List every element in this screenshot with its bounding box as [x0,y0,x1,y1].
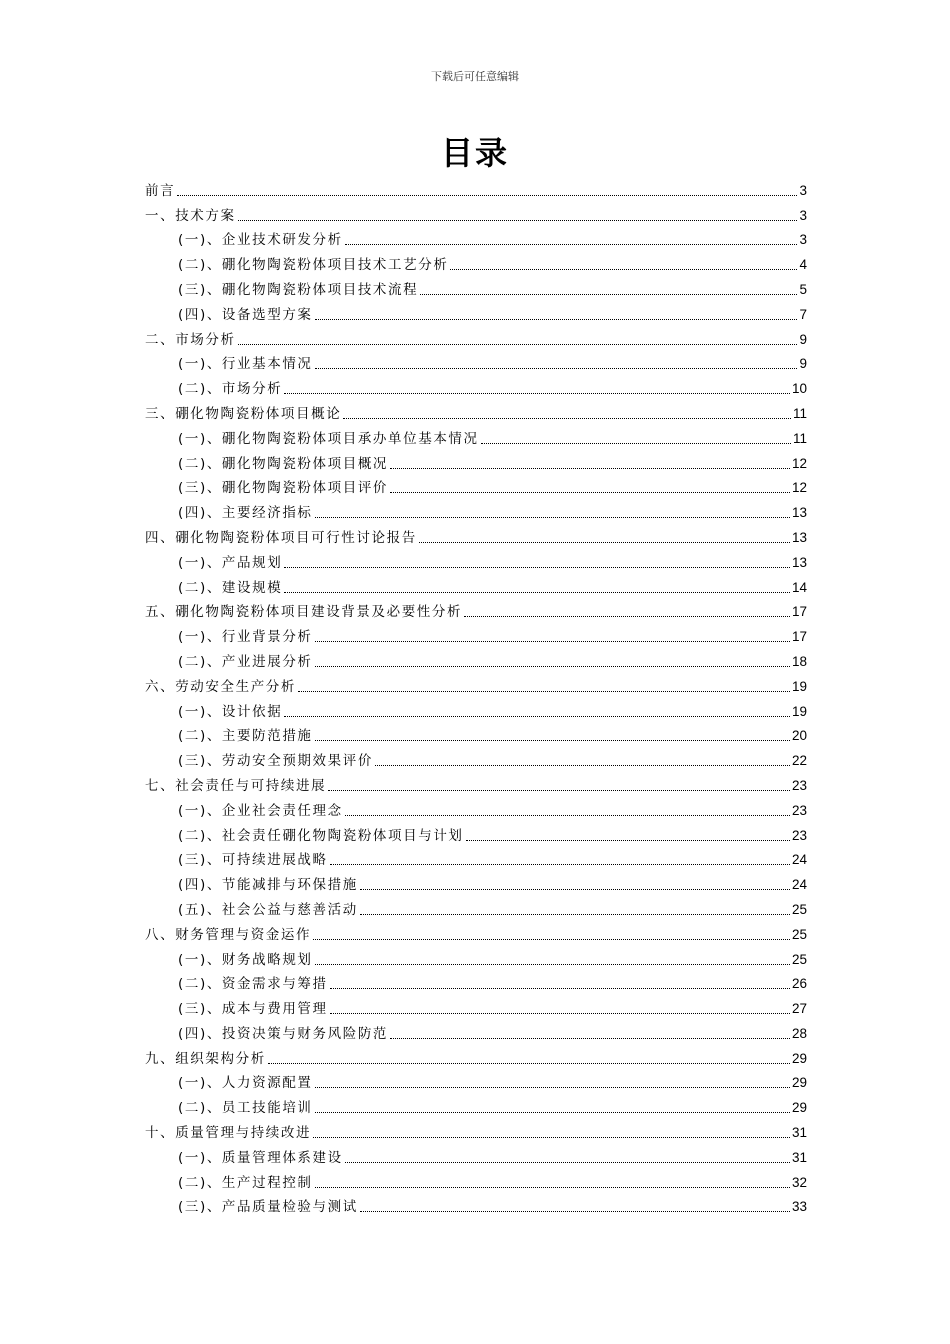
toc-entry[interactable] [145,1018,807,1043]
toc-entry-label: (四)、节能减排与环保措施 [178,877,358,894]
toc-entry[interactable] [145,175,807,200]
toc-entry-label: (三)、硼化物陶瓷粉体项目评价 [178,480,389,497]
toc-page-number: 12 [791,480,807,496]
toc-page-number: 31 [791,1149,807,1165]
toc-dot-leader [315,1111,790,1113]
toc-entry-label: (二)、员工技能培训 [178,1100,313,1117]
toc-dot-leader [315,739,790,741]
page-title: 目录 [440,134,509,172]
toc-entry-label: 前言 [145,182,176,199]
toc-dot-leader [238,219,798,221]
toc-dot-leader [315,963,790,965]
toc-entry-label: 一、技术方案 [145,207,236,224]
toc-entry-label: (一)、财务战略规划 [178,951,313,968]
toc-entry[interactable] [145,820,807,845]
toc-dot-leader [420,293,797,295]
toc-page-number: 25 [791,901,807,917]
toc-dot-leader [330,987,790,989]
toc-entry-label: (二)、建设规模 [178,579,283,596]
toc-entry[interactable] [145,696,807,721]
toc-page-number: 22 [791,753,807,769]
toc-entry[interactable] [145,745,807,770]
toc-entry-label: (一)、行业背景分析 [178,629,313,646]
toc-entry-label: (四)、投资决策与财务风险防范 [178,1025,389,1042]
toc-page-number: 19 [791,703,807,719]
toc-dot-leader [330,1012,790,1014]
toc-dot-leader [464,615,790,617]
toc-page-number: 25 [791,926,807,942]
toc-dot-leader [360,1210,790,1212]
toc-entry-label: (一)、人力资源配置 [178,1075,313,1092]
toc-dot-leader [284,392,790,394]
toc-dot-leader [238,343,798,345]
toc-entry[interactable] [145,473,807,498]
toc-dot-leader [298,690,790,692]
toc-entry-label: 五、硼化物陶瓷粉体项目建设背景及必要性分析 [145,604,463,621]
toc-entry[interactable] [145,547,807,572]
toc-entry[interactable] [145,497,807,522]
toc-entry-label: (二)、主要防范措施 [178,728,313,745]
toc-entry-label: (一)、设计依据 [178,703,283,720]
toc-page-number: 7 [799,306,807,322]
toc-entry[interactable] [145,869,807,894]
toc-entry-label: (三)、产品质量检验与测试 [178,1199,358,1216]
toc-entry-label: (一)、企业社会责任理念 [178,802,343,819]
toc-page-number: 31 [791,1125,807,1141]
toc-page-number: 4 [799,257,807,273]
toc-entry[interactable] [145,299,807,324]
toc-dot-leader [481,442,791,444]
toc-page-number: 9 [799,356,807,372]
toc-dot-leader [284,715,790,717]
toc-page-number: 28 [791,1025,807,1041]
toc-dot-leader [343,417,791,419]
toc-entry[interactable] [145,845,807,870]
toc-page-number: 12 [791,455,807,471]
toc-dot-leader [375,764,790,766]
toc-entry[interactable] [145,448,807,473]
toc-dot-leader [390,491,790,493]
toc-entry[interactable] [145,671,807,696]
toc-page-number: 5 [799,281,807,297]
toc-entry-label: (三)、可持续进展战略 [178,852,328,869]
toc-entry[interactable] [145,572,807,597]
toc-dot-leader [315,640,790,642]
toc-entry[interactable] [145,398,807,423]
toc-entry[interactable] [145,919,807,944]
toc-page-number: 20 [791,728,807,744]
toc-entry[interactable] [145,993,807,1018]
toc-dot-leader [313,1136,790,1138]
toc-dot-leader [268,1062,790,1064]
toc-entry[interactable] [145,324,807,349]
toc-entry-label: (一)、行业基本情况 [178,356,313,373]
toc-dot-leader [284,566,790,568]
toc-page-number: 32 [791,1174,807,1190]
toc-entry[interactable] [145,894,807,919]
toc-dot-leader [345,1161,790,1163]
toc-entry-label: 三、硼化物陶瓷粉体项目概论 [145,405,342,422]
toc-entry-label: (二)、社会责任硼化物陶瓷粉体项目与计划 [178,827,464,844]
toc-page-number: 13 [791,529,807,545]
toc-page-number: 27 [791,1001,807,1017]
toc-entry[interactable] [145,1192,807,1217]
toc-entry-label: (四)、设备选型方案 [178,306,313,323]
toc-page-number: 29 [791,1075,807,1091]
toc-page-number: 14 [791,579,807,595]
toc-entry-label: 八、财务管理与资金运作 [145,926,312,943]
toc-dot-leader [390,1037,790,1039]
toc-entry-label: 二、市场分析 [145,331,236,348]
toc-entry-label: (一)、硼化物陶瓷粉体项目承办单位基本情况 [178,430,479,447]
toc-page-number: 9 [799,331,807,347]
toc-entry[interactable] [145,423,807,448]
toc-page-number: 13 [791,505,807,521]
toc-dot-leader [345,243,798,245]
toc-entry[interactable] [145,621,807,646]
toc-entry-label: (一)、产品规划 [178,554,283,571]
toc-page-number: 23 [791,802,807,818]
toc-page-number: 24 [791,852,807,868]
toc-entry[interactable] [145,944,807,969]
toc-entry-label: (二)、生产过程控制 [178,1174,313,1191]
toc-entry[interactable] [145,1092,807,1117]
toc-entry-label: 九、组织架构分析 [145,1050,266,1067]
toc-entry[interactable] [145,1117,807,1142]
toc-entry[interactable] [145,1068,807,1093]
toc-page-number: 10 [791,381,807,397]
toc-entry-label: 四、硼化物陶瓷粉体项目可行性讨论报告 [145,529,417,546]
toc-entry-label: (五)、社会公益与慈善活动 [178,901,358,918]
toc-page-number: 3 [799,207,807,223]
toc-dot-leader [419,541,790,543]
toc-entry-label: 六、劳动安全生产分析 [145,678,296,695]
toc-entry[interactable] [145,349,807,374]
toc-entry-label: (一)、质量管理体系建设 [178,1149,343,1166]
toc-entry[interactable] [145,522,807,547]
toc-entry[interactable] [145,1043,807,1068]
toc-dot-leader [360,913,790,915]
toc-entry[interactable] [145,770,807,795]
toc-page-number: 11 [792,430,807,446]
toc-dot-leader [315,1186,790,1188]
toc-page-number: 33 [791,1199,807,1215]
toc-entry[interactable] [145,274,807,299]
toc-page-number: 11 [792,405,807,421]
toc-dot-leader [360,888,790,890]
toc-entry-label: (三)、硼化物陶瓷粉体项目技术流程 [178,281,419,298]
toc-entry-label: (四)、主要经济指标 [178,505,313,522]
toc-page-number: 25 [791,951,807,967]
toc-entry-label: (三)、成本与费用管理 [178,1001,328,1018]
toc-entry[interactable] [145,1142,807,1167]
toc-entry[interactable] [145,249,807,274]
toc-dot-leader [315,318,798,320]
toc-page-number: 13 [791,554,807,570]
toc-entry[interactable] [145,373,807,398]
toc-dot-leader [315,665,790,667]
toc-entry[interactable] [145,646,807,671]
toc-dot-leader [466,839,790,841]
header-note: 下载后可任意编辑 [431,70,519,83]
toc-dot-leader [345,814,790,816]
toc-entry[interactable] [145,721,807,746]
toc-page-number: 3 [799,232,807,248]
toc-dot-leader [177,194,797,196]
toc-dot-leader [284,591,790,593]
toc-page-number: 3 [799,182,807,198]
toc-entry-label: (二)、硼化物陶瓷粉体项目概况 [178,455,389,472]
toc-dot-leader [330,863,790,865]
table-of-contents [145,175,807,1216]
toc-dot-leader [450,268,797,270]
toc-entry-label: (二)、资金需求与筹措 [178,976,328,993]
toc-page-number: 29 [791,1050,807,1066]
toc-page-number: 17 [791,629,807,645]
toc-page-number: 24 [791,877,807,893]
toc-page-number: 17 [791,604,807,620]
toc-page-number: 29 [791,1100,807,1116]
toc-entry[interactable] [145,1167,807,1192]
toc-entry[interactable] [145,200,807,225]
toc-dot-leader [315,367,798,369]
toc-entry-label: (一)、企业技术研发分析 [178,232,343,249]
toc-entry[interactable] [145,225,807,250]
toc-entry-label: (二)、市场分析 [178,381,283,398]
toc-entry-label: (二)、硼化物陶瓷粉体项目技术工艺分析 [178,257,449,274]
toc-page-number: 23 [791,777,807,793]
toc-entry-label: (二)、产业进展分析 [178,653,313,670]
toc-entry[interactable] [145,597,807,622]
toc-dot-leader [315,1086,790,1088]
toc-entry[interactable] [145,969,807,994]
toc-dot-leader [315,516,790,518]
toc-page-number: 19 [791,678,807,694]
toc-dot-leader [328,789,790,791]
toc-entry-label: 七、社会责任与可持续进展 [145,777,327,794]
toc-entry-label: (三)、劳动安全预期效果评价 [178,753,373,770]
toc-dot-leader [390,467,790,469]
toc-entry[interactable] [145,795,807,820]
toc-dot-leader [313,938,790,940]
toc-page-number: 26 [791,976,807,992]
toc-entry-label: 十、质量管理与持续改进 [145,1125,312,1142]
toc-page-number: 18 [791,653,807,669]
toc-page-number: 23 [791,827,807,843]
